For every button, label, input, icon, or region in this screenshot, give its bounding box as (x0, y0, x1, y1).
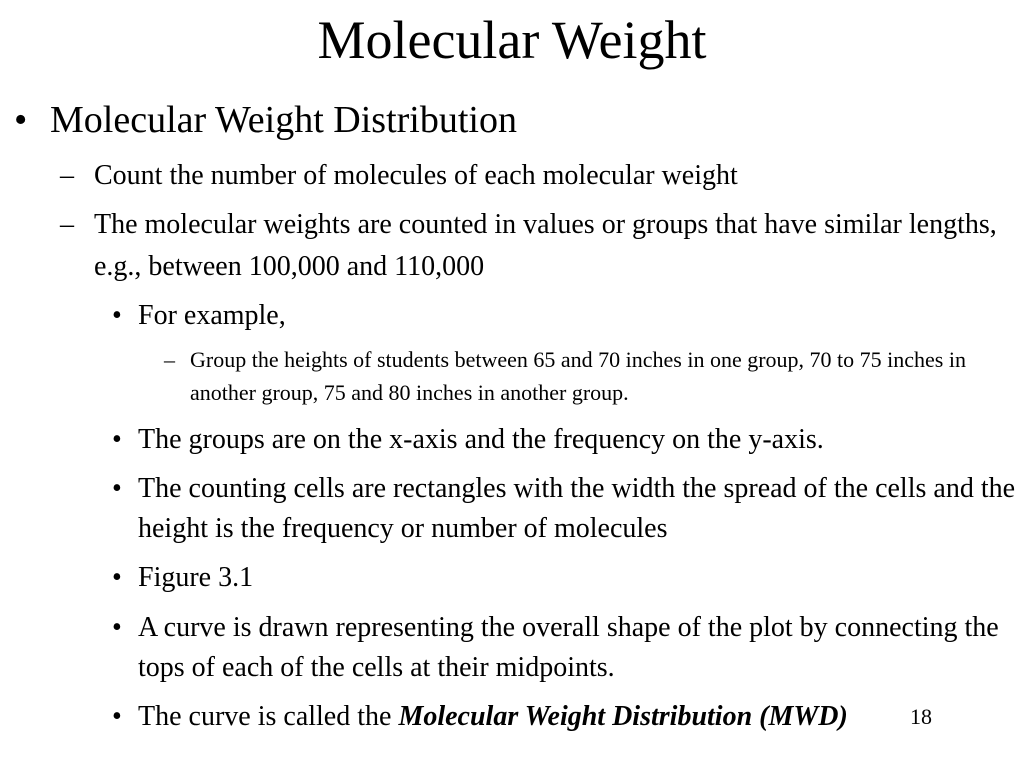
dash-marker: – (60, 209, 74, 240)
bullet-text: The curve is called the (138, 701, 399, 732)
dash-marker: – (164, 347, 175, 372)
bullet-text: Figure 3.1 (138, 562, 254, 593)
bullet-marker: • (112, 612, 122, 643)
bullet-marker: • (14, 99, 28, 141)
bullet-for-example (112, 296, 1024, 336)
bullet-weights-counted (60, 204, 1014, 288)
bullet-figure-reference (112, 558, 1024, 598)
slide-number: 18 (910, 704, 932, 729)
bullet-marker: • (112, 300, 122, 331)
bullet-molecular-weight-distribution (14, 99, 517, 141)
bullet-text: The groups are on the x-axis and the frequency on the y-axis. (138, 424, 824, 455)
bullet-curve-drawn (112, 608, 1024, 688)
bullet-text: For example, (138, 300, 286, 331)
bullet-text: A curve is drawn representing the overall shape of the plot by connecting the tops of each of the cells at their midpoints. (138, 612, 999, 683)
bullet-text: The molecular weights are counted in values or groups that have similar lengths, e.g., between 100,000 and 110,000 (94, 209, 997, 282)
bullet-marker: • (112, 473, 122, 504)
bullet-text: Count the number of molecules of each molecular weight (94, 160, 738, 191)
bullet-count-molecules (60, 155, 1014, 197)
bullet-student-heights (164, 343, 1010, 409)
slide-title: Molecular Weight (317, 10, 707, 70)
bullet-axes (112, 420, 1024, 460)
bullet-counting-cells (112, 469, 1024, 549)
bullet-marker: • (112, 562, 122, 593)
dash-marker: – (60, 160, 74, 191)
bullet-text: The counting cells are rectangles with the width the spread of the cells and the height is the frequency or number of molecules (138, 473, 1016, 544)
bullet-marker: • (112, 701, 122, 732)
mwd-term: Molecular Weight Distribution (MWD) (398, 701, 848, 732)
bullet-mwd-definition (112, 697, 1024, 737)
bullet-marker: • (112, 424, 122, 455)
bullet-text: Molecular Weight Distribution (50, 99, 517, 141)
bullet-text: Group the heights of students between 65 and 70 inches in one group, 70 to 75 inches in another group, 75 and 80 inches in another group. (190, 347, 966, 405)
